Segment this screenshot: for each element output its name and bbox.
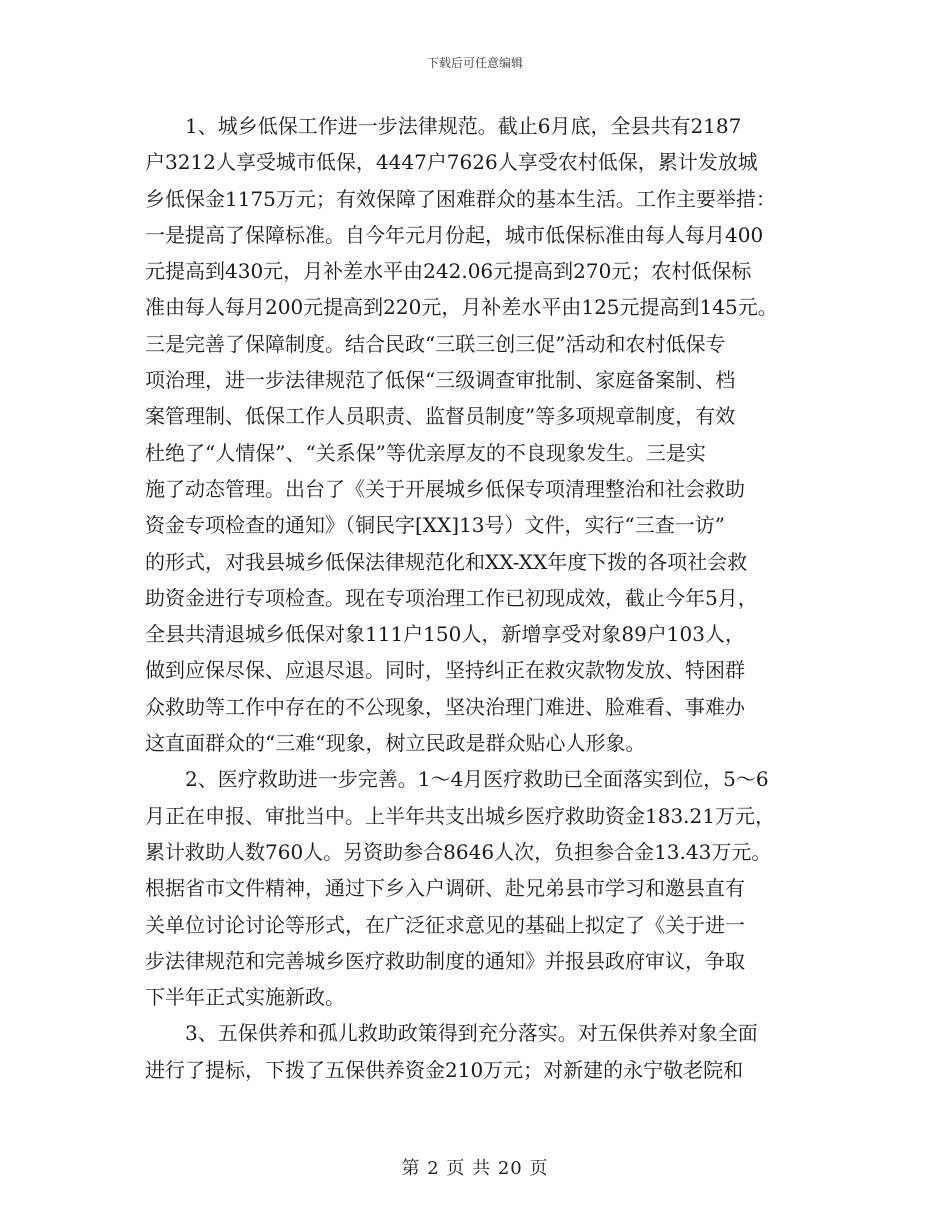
paragraph-line: 2、医疗救助进一步完善。1～4月医疗救助已全面落实到位，5～6 xyxy=(185,767,769,792)
paragraph-line: 户3212人享受城市低保，4447户7626人享受农村低保，累计发放城 xyxy=(145,150,758,175)
paragraph-line: 做到应保尽保、应退尽退。同时，坚持纠正在救灾款物发放、特困群 xyxy=(145,658,745,683)
paragraph-line: 的形式，对我县城乡低保法律规范化和XX-XX年度下拨的各项社会救 xyxy=(145,549,748,574)
paragraph-line: 准由每人每月200元提高到220元，月补差水平由125元提高到145元。 xyxy=(145,295,778,320)
page-header-note: 下载后可任意编辑 xyxy=(426,56,523,70)
paragraph-line: 资金专项检查的通知》（铜民字[XX]13号）文件，实行“三查一访” xyxy=(145,513,725,538)
paragraph-line: 元提高到430元，月补差水平由242.06元提高到270元；农村低保标 xyxy=(145,259,752,284)
paragraph-line: 众救助等工作中存在的不公现象，坚决治理门难进、脸难看、事难办 xyxy=(145,694,745,719)
paragraph-line: 步法律规范和完善城乡医疗救助制度的通知》并报县政府审议，争取 xyxy=(145,948,745,973)
paragraph-line: 1、城乡低保工作进一步法律规范。截止6月底，全县共有2187 xyxy=(185,114,742,138)
paragraph-line: 关单位讨论讨论等形式，在广泛征求意见的基础上拟定了《关于进一 xyxy=(145,912,745,937)
paragraph-line: 月正在申报、审批当中。上半年共支出城乡医疗救助资金183.21万元， xyxy=(145,803,775,828)
paragraph-line: 施了动态管理。出台了《关于开展城乡低保专项清理整治和社会救助 xyxy=(145,476,745,501)
paragraph-line: 杜绝了“人情保”、“关系保”等优亲厚友的不良现象发生。三是实 xyxy=(145,440,706,465)
paragraph-line: 案管理制、低保工作人员职责、监督员制度”等多项规章制度，有效 xyxy=(145,404,736,429)
paragraph-line: 这直面群众的“三难“现象，树立民政是群众贴心人形象。 xyxy=(145,731,646,756)
paragraph-line: 下半年正式实施新政。 xyxy=(145,985,345,1010)
paragraph-line: 项治理，进一步法律规范了低保“三级调查审批制、家庭备案制、档 xyxy=(145,368,736,393)
paragraph-line: 乡低保金1175万元；有效保障了困难群众的基本生活。工作主要举措： xyxy=(145,186,776,211)
document-body xyxy=(145,108,813,1088)
paragraph-line: 根据省市文件精神，通过下乡入户调研、赴兄弟县市学习和邀县直有 xyxy=(145,876,745,901)
paragraph-line: 全县共清退城乡低保对象111户150人，新增享受对象89户103人， xyxy=(145,622,745,647)
paragraph-line: 进行了提标，下拨了五保供养资金210万元；对新建的永宁敬老院和 xyxy=(145,1057,744,1082)
paragraph-line: 累计救助人数760人。另资助参合8646人次，负担参合金13.43万元。 xyxy=(145,839,772,864)
paragraph-line: 3、五保供养和孤儿救助政策得到充分落实。对五保供养对象全面 xyxy=(185,1021,758,1046)
paragraph-line: 一是提高了保障标准。自今年元月份起，城市低保标准由每人每月400 xyxy=(145,222,764,247)
page-number-footer: 第 2 页 共 20 页 xyxy=(401,1158,549,1179)
paragraph-line: 三是完善了保障制度。结合民政“三联三创三促”活动和农村低保专 xyxy=(145,331,726,356)
paragraph-line: 助资金进行专项检查。现在专项治理工作已初现成效，截止今年5月， xyxy=(145,585,758,610)
